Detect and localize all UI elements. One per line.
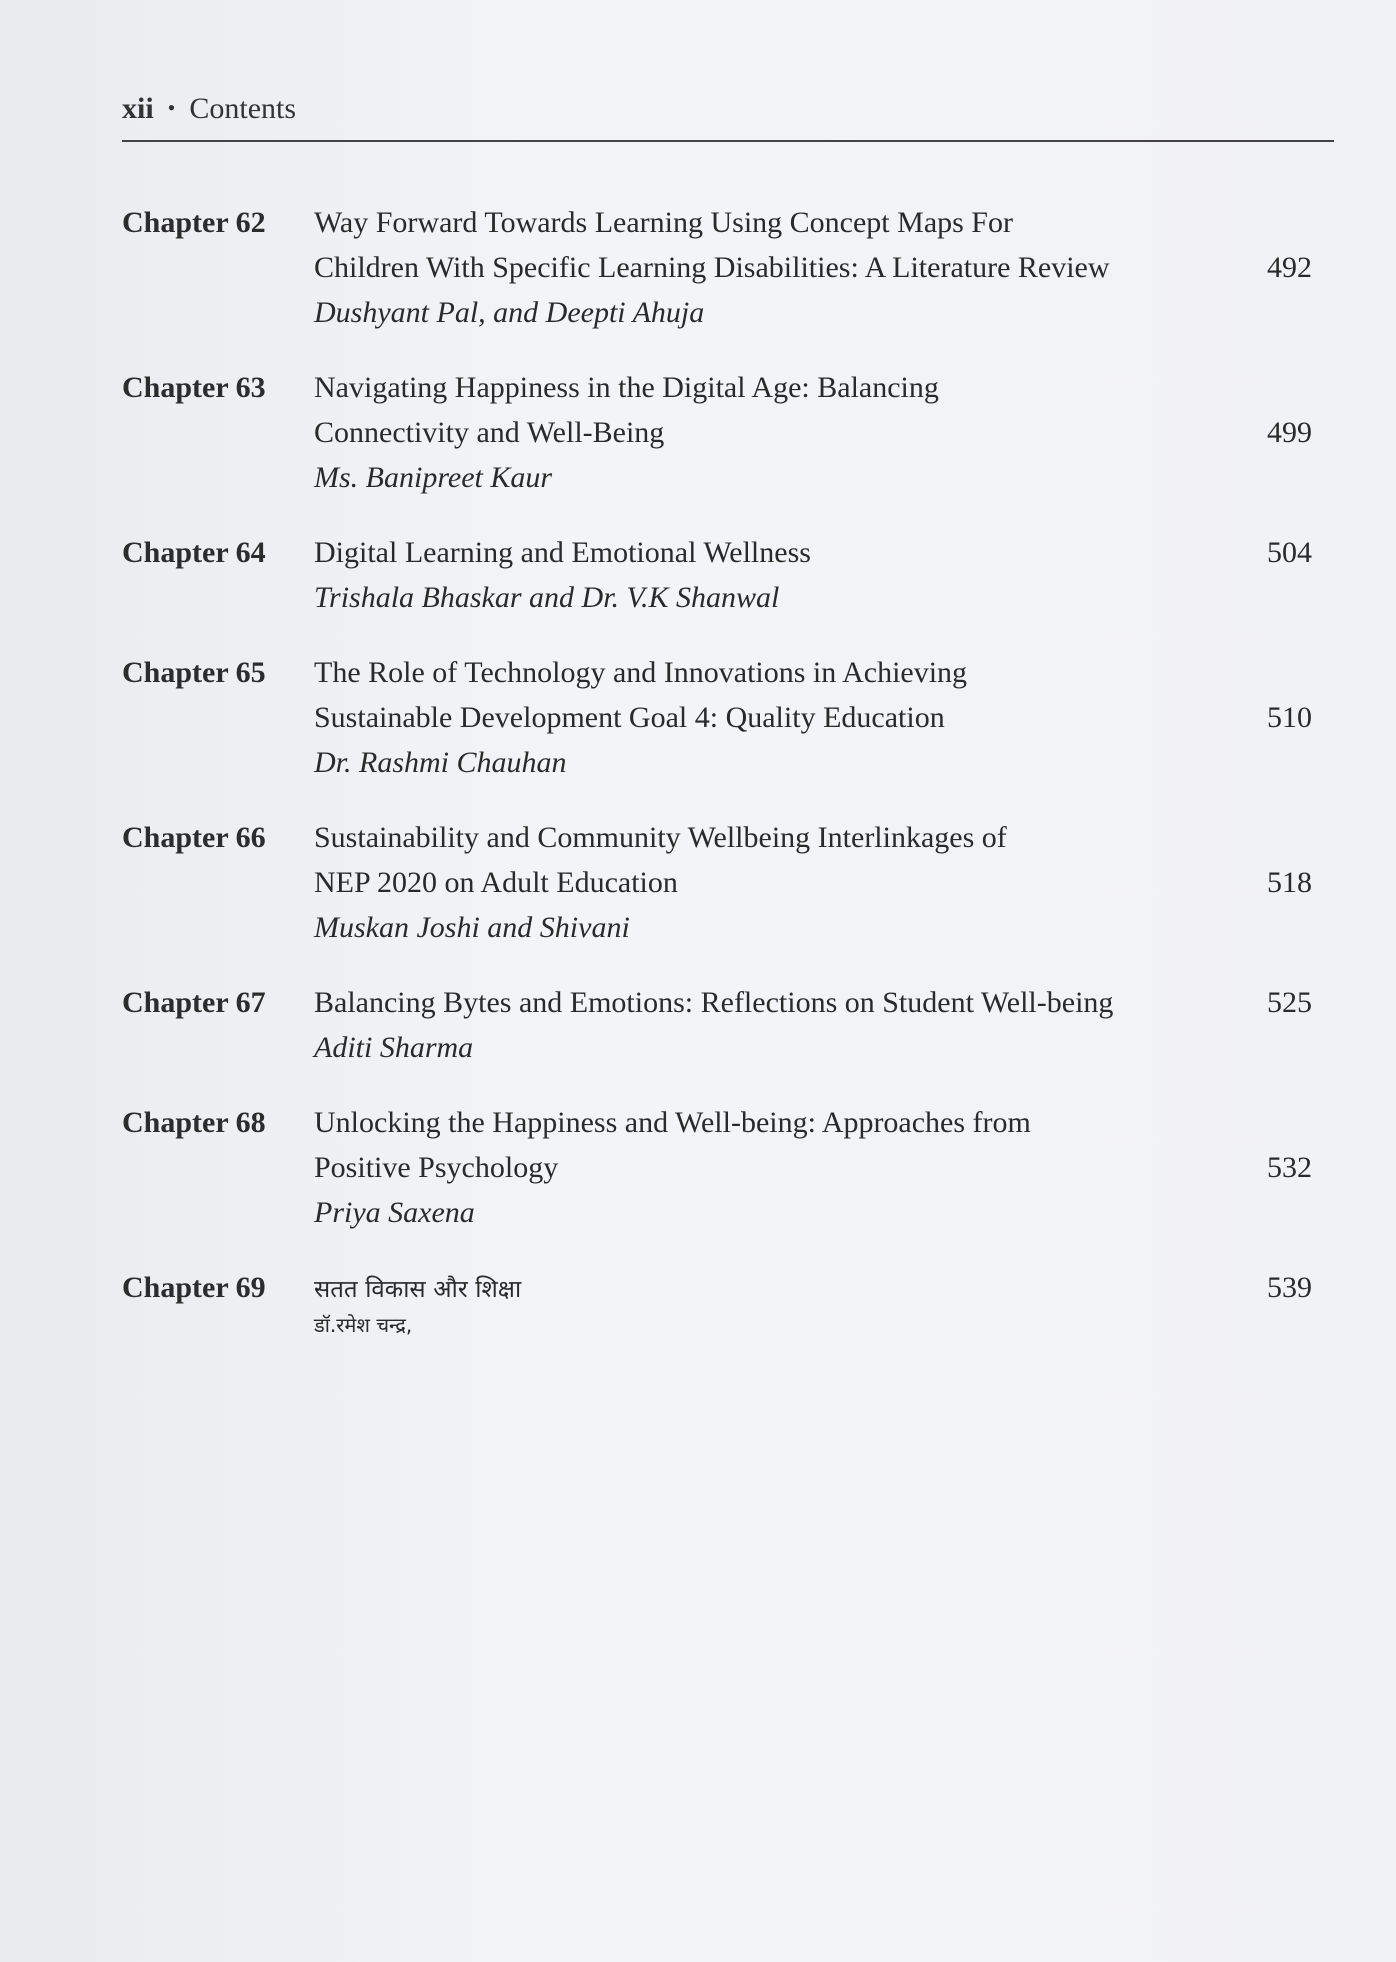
chapter-body: [314, 980, 1312, 1070]
title-page-row: [314, 695, 1312, 740]
chapter-label: Chapter 65: [122, 656, 266, 689]
chapter-body: [314, 530, 1312, 620]
running-header: [122, 92, 296, 126]
chapter-title-line: Sustainability and Community Wellbeing Interlinkages of: [314, 821, 1007, 854]
chapter-title-line: Unlocking the Happiness and Well-being: Approaches from: [314, 1106, 1031, 1139]
chapter-label: Chapter 67: [122, 986, 266, 1019]
chapter-body: [314, 650, 1312, 785]
chapter-page-number: 504: [1267, 536, 1312, 569]
chapter-body: [314, 365, 1312, 500]
toc-entry-chapter-63[interactable]: [122, 365, 1312, 500]
chapter-body: [314, 200, 1312, 335]
title-page-row: [314, 1265, 1312, 1310]
chapter-title-line: NEP 2020 on Adult Education: [314, 866, 678, 899]
chapter-title-line: Digital Learning and Emotional Wellness: [314, 536, 811, 569]
chapter-page-number: 525: [1267, 986, 1312, 1019]
chapter-label: Chapter 64: [122, 536, 266, 569]
toc-entry-chapter-65[interactable]: [122, 650, 1312, 785]
chapter-label: Chapter 66: [122, 821, 266, 854]
toc-entry-chapter-66[interactable]: [122, 815, 1312, 950]
chapter-author: Priya Saxena: [314, 1196, 475, 1229]
chapter-page-number: 510: [1267, 701, 1312, 734]
chapter-title-line: Way Forward Towards Learning Using Concept Maps For: [314, 206, 1013, 239]
chapter-title-line: The Role of Technology and Innovations in Achieving: [314, 656, 968, 689]
table-of-contents: [122, 200, 1312, 1370]
chapter-body: [314, 1100, 1312, 1235]
chapter-page-number: 539: [1267, 1271, 1312, 1304]
chapter-label: Chapter 69: [122, 1271, 266, 1304]
title-page-row: [314, 245, 1312, 290]
chapter-title-line: Sustainable Development Goal 4: Quality Education: [314, 701, 945, 734]
chapter-page-number: 518: [1267, 866, 1312, 899]
toc-entry-chapter-62[interactable]: [122, 200, 1312, 335]
chapter-page-number: 499: [1267, 416, 1312, 449]
page-folio: xii: [122, 92, 154, 125]
toc-entry-chapter-64[interactable]: [122, 530, 1312, 620]
chapter-author: Muskan Joshi and Shivani: [314, 911, 630, 944]
chapter-label: Chapter 68: [122, 1106, 266, 1139]
chapter-title-line: Navigating Happiness in the Digital Age: Balancing: [314, 371, 939, 404]
chapter-title-line: सतत विकास और शिक्षा: [314, 1275, 522, 1303]
chapter-page-number: 492: [1267, 251, 1312, 284]
chapter-label: Chapter 63: [122, 371, 266, 404]
title-page-row: [314, 530, 1312, 575]
chapter-page-number: 532: [1267, 1151, 1312, 1184]
toc-entry-chapter-69[interactable]: [122, 1265, 1312, 1340]
chapter-author: Dr. Rashmi Chauhan: [314, 746, 567, 779]
header-bullet: •: [167, 95, 176, 120]
chapter-author: Trishala Bhaskar and Dr. V.K Shanwal: [314, 581, 780, 614]
header-section-title: Contents: [189, 92, 297, 125]
chapter-body: [314, 1265, 1312, 1340]
title-page-row: [314, 410, 1312, 455]
chapter-body: [314, 815, 1312, 950]
chapter-title-line: Children With Specific Learning Disabilities: A Literature Review: [314, 251, 1110, 284]
chapter-author: Ms. Banipreet Kaur: [314, 461, 553, 494]
chapter-title-line: Positive Psychology: [314, 1151, 559, 1184]
chapter-author: Dushyant Pal, and Deepti Ahuja: [314, 296, 705, 329]
chapter-label: Chapter 62: [122, 206, 266, 239]
title-page-row: [314, 980, 1312, 1025]
toc-entry-chapter-68[interactable]: [122, 1100, 1312, 1235]
header-rule: [122, 140, 1334, 142]
chapter-title-line: Connectivity and Well-Being: [314, 416, 665, 449]
toc-entry-chapter-67[interactable]: [122, 980, 1312, 1070]
chapter-title-line: Balancing Bytes and Emotions: Reflections on Student Well-being: [314, 986, 1114, 1019]
chapter-author: डॉ.रमेश चन्द्र,: [314, 1313, 413, 1337]
title-page-row: [314, 860, 1312, 905]
title-page-row: [314, 1145, 1312, 1190]
chapter-author: Aditi Sharma: [314, 1031, 474, 1064]
